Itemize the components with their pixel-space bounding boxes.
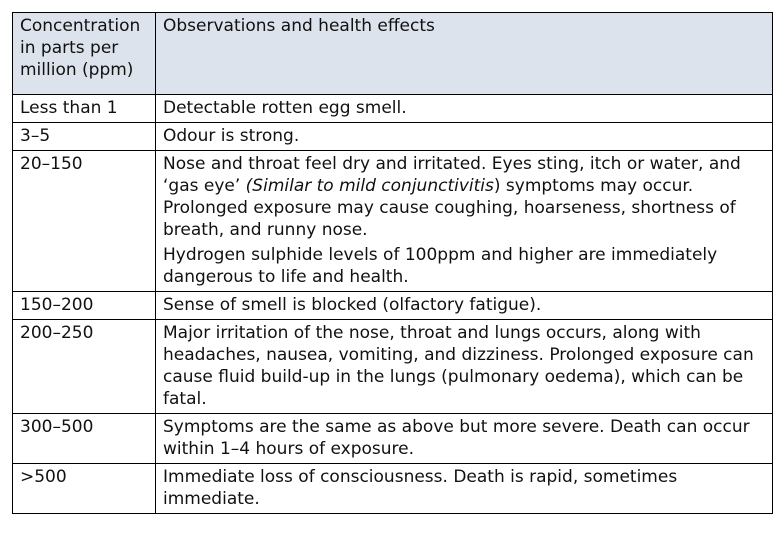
- header-effects: Observations and health effects: [156, 13, 773, 95]
- effects-cell: [156, 464, 773, 514]
- effects-cell: [156, 320, 773, 414]
- effects-text-part: ) symptoms may occur. Prolonged exposure may cause coughing, hoarseness, shortness of breath, and runny nose.: [163, 176, 736, 240]
- effects-text: Odour is strong.: [163, 126, 300, 146]
- effects-cell: [156, 95, 773, 123]
- effects-cell: [156, 123, 773, 151]
- table-row: [13, 123, 773, 151]
- table-row: [13, 464, 773, 514]
- ppm-cell: 150–200: [13, 292, 156, 320]
- ppm-cell: 3–5: [13, 123, 156, 151]
- table-row: [13, 151, 773, 292]
- table-row: [13, 414, 773, 464]
- ppm-cell: Less than 1: [13, 95, 156, 123]
- effects-text: Detectable rotten egg smell.: [163, 98, 407, 118]
- ppm-cell: 300–500: [13, 414, 156, 464]
- ppm-cell: >500: [13, 464, 156, 514]
- effects-text: [163, 153, 765, 241]
- effects-text-part: Nose and throat feel dry and irritated. Eyes sting, itch or water, and ‘gas eye’: [163, 154, 741, 196]
- effects-cell: [156, 414, 773, 464]
- table-row: [13, 292, 773, 320]
- effects-text: Major irritation of the nose, throat and lungs occurs, along with headaches, nausea, vomiting, and dizziness. Prolonged exposure can cause fluid build-up in the lungs (pulmonary oedema), which can be fatal.: [163, 323, 754, 409]
- h2s-effects-table: [12, 12, 773, 514]
- header-concentration: Concentration in parts per million (ppm): [13, 13, 156, 95]
- table-row: [13, 95, 773, 123]
- ppm-cell: 200–250: [13, 320, 156, 414]
- effects-cell: [156, 151, 773, 292]
- effects-text: Symptoms are the same as above but more severe. Death can occur within 1–4 hours of exposure.: [163, 417, 750, 459]
- header-row: [13, 13, 773, 95]
- effects-italic-note: (Similar to mild conjunctivitis: [245, 176, 494, 196]
- effects-cell: [156, 292, 773, 320]
- effects-text: Immediate loss of consciousness. Death is rapid, sometimes immediate.: [163, 467, 678, 509]
- table-row: [13, 320, 773, 414]
- effects-text: Hydrogen sulphide levels of 100ppm and higher are immediately dangerous to life and health.: [163, 245, 718, 287]
- ppm-cell: 20–150: [13, 151, 156, 292]
- effects-text: Sense of smell is blocked (olfactory fatigue).: [163, 295, 542, 315]
